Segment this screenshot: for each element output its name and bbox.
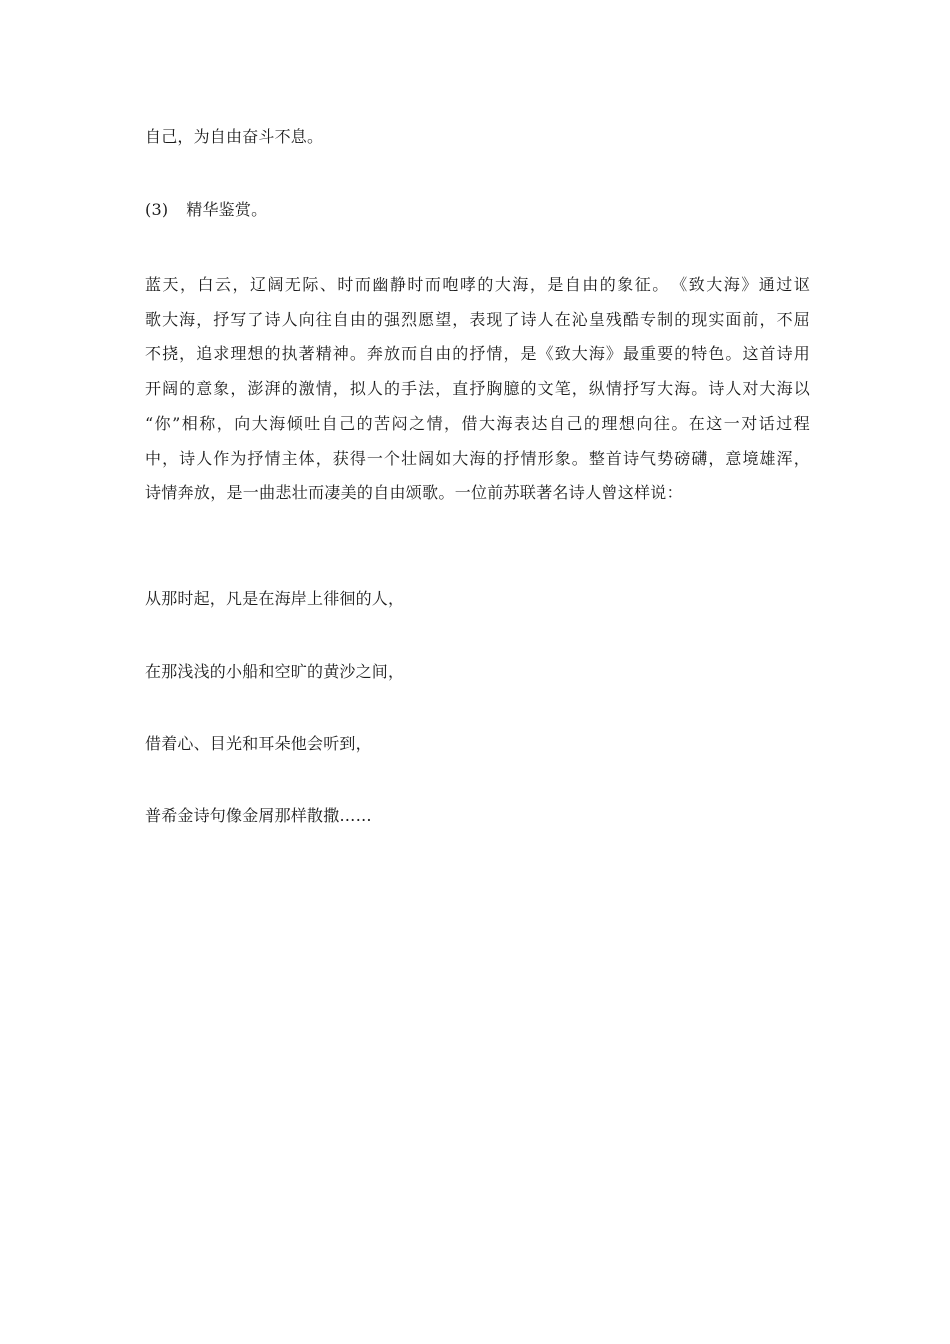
appreciation-paragraph [145, 268, 810, 511]
paragraph-line: 歌大海，抒写了诗人向往自由的强烈愿望，表现了诗人在沁皇残酷专制的现实面前，不屈 [145, 309, 810, 329]
paragraph-line: 不挠，追求理想的执著精神。奔放而自由的抒情，是《致大海》最重要的特色。这首诗用 [145, 344, 810, 364]
paragraph-line: 蓝天，白云，辽阔无际、时而幽静时而咆哮的大海，是自由的象征。 《致大海》通过讴 [145, 275, 810, 294]
section-number: (3) [145, 200, 169, 219]
section-heading-text: 精华鉴赏。 [186, 200, 268, 219]
paragraph-line: 开阔的意象，澎湃的激情，拟人的手法，直抒胸臆的文笔，纵情抒写大海。诗人对大海以 [145, 379, 810, 399]
poem-line: 在那浅浅的小船和空旷的黄沙之间， [145, 662, 405, 681]
section-heading [145, 200, 267, 220]
paragraph-line: “你”相称，向大海倾吐自己的苦闷之情，借大海表达自己的理想向往。在这一对话过程 [145, 413, 810, 433]
poem-line: 借着心、目光和耳朵他会听到， [145, 734, 372, 753]
poem-line: 普希金诗句像金屑那样散撒…… [145, 806, 372, 825]
paragraph-line: 中，诗人作为抒情主体，获得一个壮阔如大海的抒情形象。整首诗气势磅礴，意境雄浑， [145, 448, 810, 468]
text-line-continuation: 自己，为自由奋斗不息。 [145, 127, 324, 146]
paragraph-line: 诗情奔放，是一曲悲壮而凄美的自由颂歌。一位前苏联著名诗人曾这样说： [145, 483, 683, 503]
poem-line: 从那时起，凡是在海岸上徘徊的人， [145, 589, 405, 608]
